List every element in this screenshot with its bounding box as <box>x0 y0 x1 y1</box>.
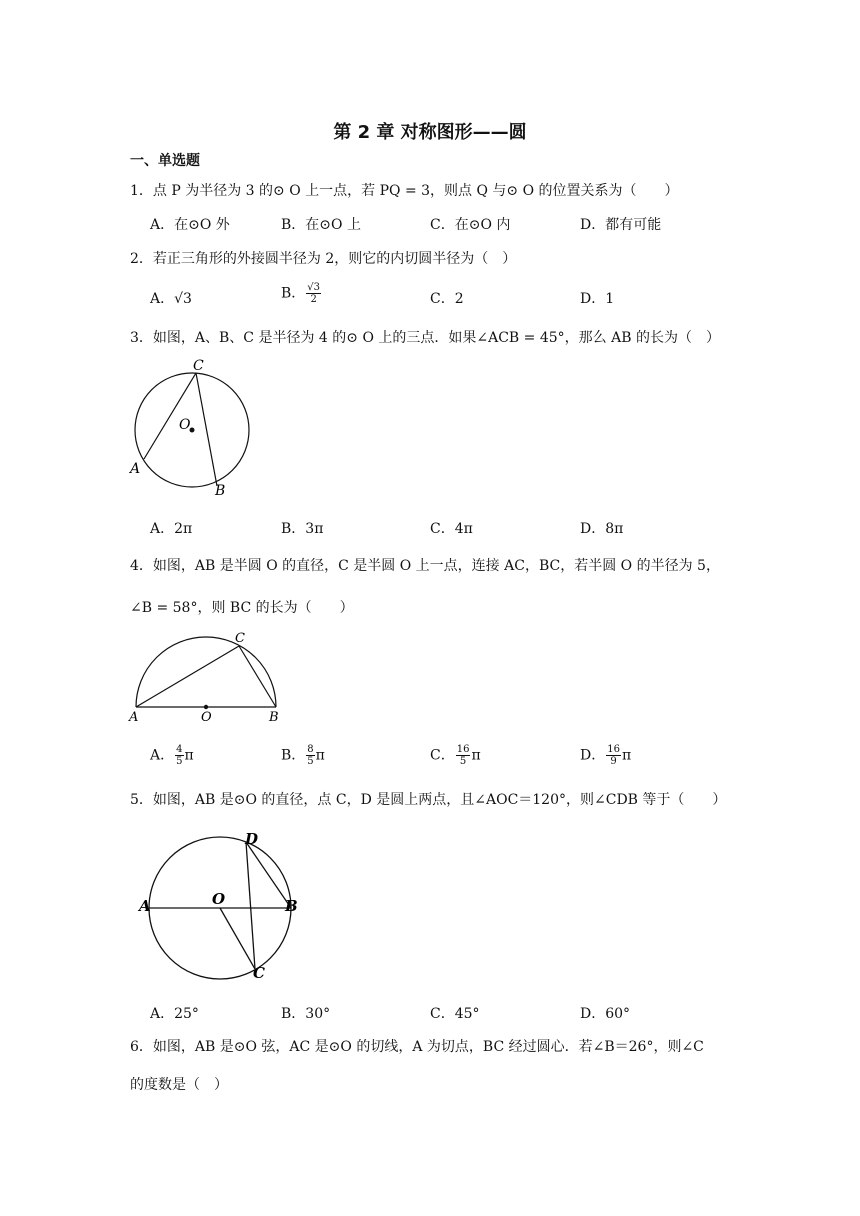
q5-label-d: D <box>245 830 259 848</box>
q4-option-b: B． $\frac{8}{5}$ π <box>281 744 325 767</box>
q1-option-d: D．都有可能 <box>580 217 662 233</box>
q4-label-a: A <box>129 710 139 725</box>
q4-label-c: C <box>235 631 245 646</box>
q4-option-c: C． $\frac{16}{5}$ π <box>430 744 481 767</box>
q5-label-o: O <box>212 890 226 908</box>
question-1-text: 1．点 P 为半径为 3 的⊙ O 上一点，若 PQ = 3，则点 Q 与⊙ O 的位置关系为（ ） <box>130 183 679 199</box>
q4-option-a: A． $\frac{4}{5}$ π <box>150 744 194 767</box>
question-6-text-line2: 的度数是（ ） <box>130 1077 228 1093</box>
q4-chord-ac <box>136 646 239 707</box>
q5-option-d: D．60° <box>580 1006 631 1022</box>
q3-circle-figure <box>125 352 265 502</box>
q3-label-b: B <box>215 483 226 499</box>
q4-chord-bc <box>239 646 276 707</box>
page-title: 第 2 章 对称图形——圆 <box>333 122 527 143</box>
q3-label-a: A <box>130 461 141 477</box>
q4-option-d: D． $\frac{16}{9}$ π <box>580 744 632 767</box>
q5-option-b: B．30° <box>281 1006 331 1022</box>
q1-option-a: A．在⊙O 外 <box>150 217 230 233</box>
q1-option-c: C．在⊙O 内 <box>430 217 511 233</box>
q5-radius-oc <box>220 908 255 969</box>
q3-chord-cb <box>196 373 217 486</box>
q5-label-b: B <box>285 897 298 915</box>
q3-label-o: O <box>179 417 191 433</box>
question-4-text-line1: 4．如图，AB 是半圆 O 的直径，C 是半圆 O 上一点，连接 AC，BC，若半圆 O 的半径为 5， <box>130 558 720 574</box>
q3-option-c: C．4π <box>430 521 473 537</box>
q3-option-d: D．8π <box>580 521 624 537</box>
q4-semicircle-figure <box>125 626 285 726</box>
q3-option-a: A．2π <box>150 521 193 537</box>
q2-option-c: C．2 <box>430 291 464 307</box>
question-6-text-line1: 6．如图，AB 是⊙O 弦，AC 是⊙O 的切线，A 为切点，BC 经过圆心．若∠B＝26°，则∠C <box>130 1039 704 1055</box>
q5-label-c: C <box>253 964 265 982</box>
question-3-text: 3．如图，A、B、C 是半径为 4 的⊙ O 上的三点．如果∠ACB = 45°，那么 AB 的长为（ ） <box>130 330 720 346</box>
q5-option-a: A．25° <box>150 1006 199 1022</box>
q5-chord-dc <box>246 842 255 969</box>
q3-chord-ca <box>144 373 196 459</box>
q4-label-o: O <box>201 710 212 725</box>
q2-option-a: A．√3 <box>150 291 192 307</box>
q2-option-d: D．1 <box>580 291 615 307</box>
question-2-text: 2．若正三角形的外接圆半径为 2，则它的内切圆半径为（ ） <box>130 251 517 267</box>
q2-option-b: B． $\frac{√3}{2}$ <box>281 282 321 305</box>
q1-option-b: B．在⊙O 上 <box>281 217 361 233</box>
q3-option-b: B．3π <box>281 521 324 537</box>
section-heading: 一、单选题 <box>130 153 200 169</box>
q4-label-b: B <box>269 710 279 725</box>
question-5-text: 5．如图，AB 是⊙O 的直径，点 C，D 是圆上两点，且∠AOC＝120°，则∠CDB 等于（ ） <box>130 792 727 808</box>
q5-label-a: A <box>139 897 151 915</box>
q5-circle-figure <box>135 826 315 986</box>
q3-label-c: C <box>193 358 204 374</box>
q5-option-c: C．45° <box>430 1006 480 1022</box>
question-4-text-line2: ∠B = 58°，则 BC 的长为（ ） <box>130 600 354 616</box>
q4-center-dot <box>204 705 208 709</box>
